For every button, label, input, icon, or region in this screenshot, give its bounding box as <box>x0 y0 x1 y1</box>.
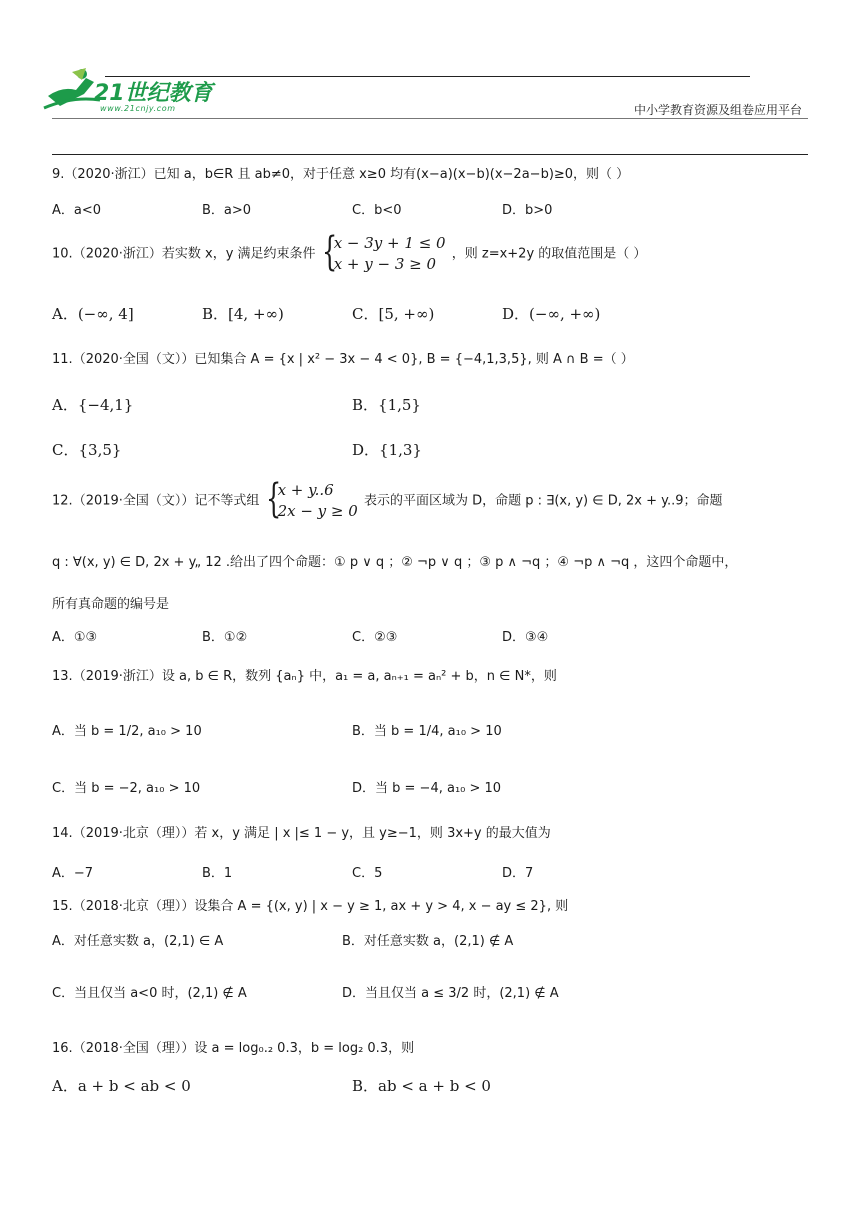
q13-option-a[interactable]: A．当 b = 1/2, a₁₀ > 10 <box>52 724 202 739</box>
question-11: 11.（2020·全国（文））已知集合 A = {x | x² − 3x − 4 < 0}, B = {−4,1,3,5}, 则 A ∩ B =（ ） <box>52 352 634 367</box>
logo-url: www.21cnjy.com <box>100 104 176 113</box>
q14-option-b[interactable]: B．1 <box>202 866 233 881</box>
q11-option-c[interactable]: C．{3,5} <box>52 441 122 459</box>
question-12: 12.（2019·全国（文））记不等式组 { x + y..6 2x − y ≥ 0 表示的平面区域为 D，命题 p : ∃(x, y) ∈ D, 2x + y..9；命题 <box>52 476 723 522</box>
question-15: 15.（2018·北京（理））设集合 A = {(x, y) | x − y ≥ 1, ax + y > 4, x − ay ≤ 2}, 则 <box>52 899 569 914</box>
q12-option-c[interactable]: C．②③ <box>352 630 398 645</box>
question-12-line2: q : ∀(x, y) ∈ D, 2x + y„ 12 .给出了四个命题：① p ∨ q ；② ¬p ∨ q ；③ p ∧ ¬q ；④ ¬p ∧ ¬q ，这四个命题中， <box>52 555 738 570</box>
q12-inequality-system: { x + y..6 2x − y ≥ 0 <box>265 476 358 522</box>
site-logo <box>42 66 222 116</box>
q15-option-d[interactable]: D．当且仅当 a ≤ 3/2 时，(2,1) ∉ A <box>342 986 559 1001</box>
q16-option-a[interactable]: A．a + b < ab < 0 <box>52 1077 191 1095</box>
q11-option-a[interactable]: A．{−4,1} <box>52 396 134 414</box>
q14-option-c[interactable]: C．5 <box>352 866 383 881</box>
q13-option-b[interactable]: B．当 b = 1/4, a₁₀ > 10 <box>352 724 502 739</box>
q13-option-d[interactable]: D．当 b = −4, a₁₀ > 10 <box>352 781 502 796</box>
q11-option-b[interactable]: B．{1,5} <box>352 396 421 414</box>
q10-option-a[interactable]: A．(−∞, 4] <box>52 305 134 323</box>
q12-option-b[interactable]: B．①② <box>202 630 248 645</box>
question-13: 13.（2019·浙江）设 a, b ∈ R，数列 {aₙ} 中，a₁ = a, aₙ₊₁ = aₙ² + b，n ∈ N*，则 <box>52 669 557 684</box>
q9-option-c[interactable]: C．b<0 <box>352 203 402 218</box>
question-9: 9.（2020·浙江）已知 a，b∈R 且 ab≠0，对于任意 x≥0 均有(x−a)(x−b)(x−2a−b)≥0，则（ ） <box>52 167 630 182</box>
question-16: 16.（2018·全国（理））设 a = log₀.₂ 0.3，b = log₂ 0.3，则 <box>52 1041 415 1056</box>
q9-option-a[interactable]: A．a<0 <box>52 203 102 218</box>
q10-constraint-system: { x − 3y + 1 ≤ 0 x + y − 3 ≥ 0 <box>321 229 446 275</box>
runner-logo-icon <box>42 66 102 116</box>
q16-option-b[interactable]: B．ab < a + b < 0 <box>352 1077 491 1095</box>
q14-option-a[interactable]: A．−7 <box>52 866 94 881</box>
q15-option-c[interactable]: C．当且仅当 a<0 时，(2,1) ∉ A <box>52 986 247 1001</box>
q13-option-c[interactable]: C．当 b = −2, a₁₀ > 10 <box>52 781 201 796</box>
q15-option-b[interactable]: B．对任意实数 a，(2,1) ∉ A <box>342 934 514 949</box>
question-10: 10.（2020·浙江）若实数 x，y 满足约束条件 { x − 3y + 1 ≤ 0 x + y − 3 ≥ 0 ，则 z=x+2y 的取值范围是（ ） <box>52 229 647 275</box>
q10-option-c[interactable]: C．[5, +∞) <box>352 305 435 323</box>
logo-text: 21世纪教育 <box>94 81 213 106</box>
question-14: 14.（2019·北京（理））若 x，y 满足 | x |≤ 1 − y，且 y≥−1，则 3x+y 的最大值为 <box>52 826 551 841</box>
question-12-line3: 所有真命题的编号是 <box>52 597 170 612</box>
q12-option-a[interactable]: A．①③ <box>52 630 98 645</box>
q9-option-b[interactable]: B．a>0 <box>202 203 252 218</box>
q10-option-b[interactable]: B．[4, +∞) <box>202 305 284 323</box>
platform-name: 中小学教育资源及组卷应用平台 <box>633 103 802 117</box>
q15-option-a[interactable]: A．对任意实数 a，(2,1) ∈ A <box>52 934 224 949</box>
q14-option-d[interactable]: D．7 <box>502 866 534 881</box>
header-rule <box>52 118 808 119</box>
q9-option-d[interactable]: D．b>0 <box>502 203 553 218</box>
q10-option-d[interactable]: D．(−∞, +∞) <box>502 305 601 323</box>
q12-option-d[interactable]: D．③④ <box>502 630 549 645</box>
header-divider <box>105 76 750 77</box>
q11-option-d[interactable]: D．{1,3} <box>352 441 422 459</box>
content-top-rule <box>52 154 808 155</box>
